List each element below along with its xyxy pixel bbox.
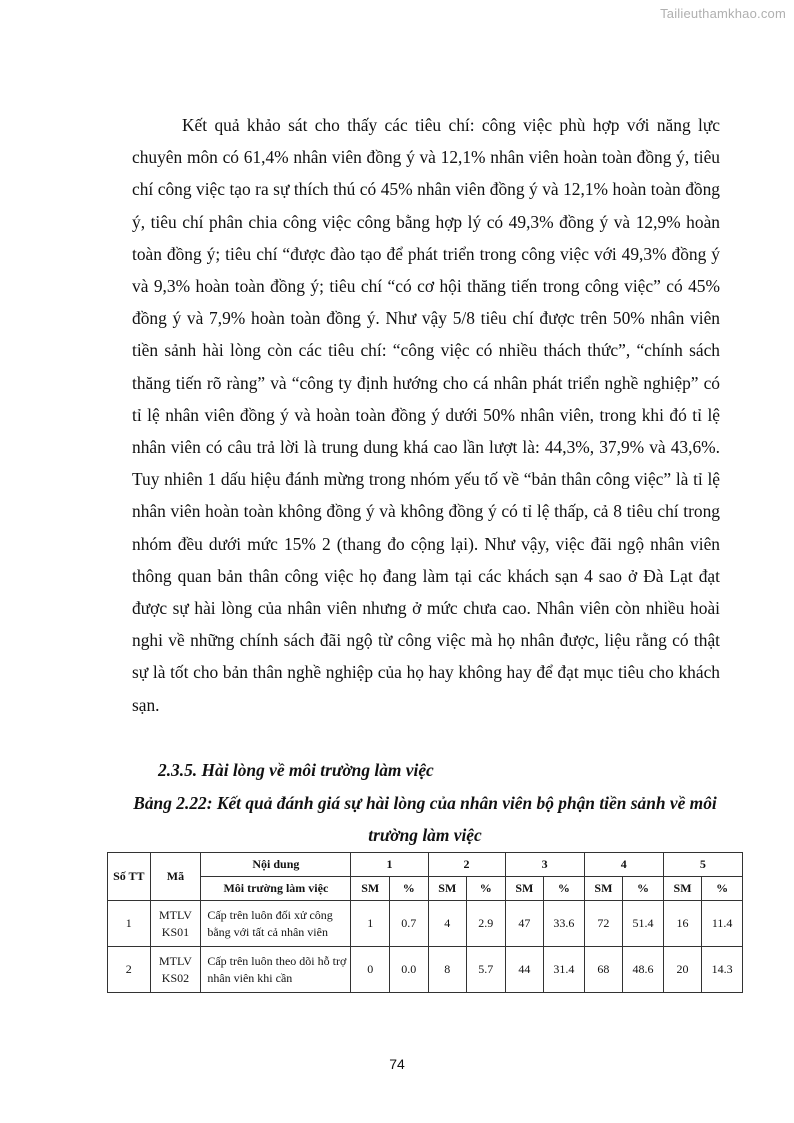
header-pct: % (702, 877, 743, 901)
header-sm: SM (351, 877, 390, 901)
body-paragraph: Kết quả khảo sát cho thấy các tiêu chí: công việc phù hợp với năng lực chuyên môn có 61,4% nhân viên đồng ý và 12,1% nhân viên hoàn toàn đồng ý, tiêu chí công việc tạo ra sự thích thú có 45% nhân viên đồng ý và 12,1% hoàn toàn đồng ý, tiêu chí phân chia công việc công bằng hợp lý có 49,3% đồng ý và 12,9% hoàn toàn đồng ý; tiêu chí “được đào tạo để phát triển trong công việc với 49,3% đồng ý và 9,3% hoàn toàn đồng ý; tiêu chí “có cơ hội thăng tiến trong công việc” có 45% đồng ý và 7,9% hoàn toàn đồng ý. Như vậy 5/8 tiêu chí được trên 50% nhân viên tiền sảnh hài lòng còn các tiêu chí: “công việc có nhiều thách thức”, “chính sách thăng tiến rõ ràng” và “công ty định hướng cho cá nhân phát triển nghề nghiệp” có tỉ lệ nhân viên đồng ý và hoàn toàn đồng ý dưới 50% nhân viên, trong khi đó tỉ lệ nhân viên có câu trả lời là trung dung khá cao lần lượt là: 44,3%, 37,9% và 43,6%. Tuy nhiên 1 dấu hiệu đánh mừng trong nhóm yếu tố về “bản thân công việc” là tỉ lệ nhân viên hoàn toàn không đồng ý và không đồng ý có tỉ lệ thấp, cả 8 tiêu chí trong nhóm đều dưới mức 15% 2 (thang đo cộng lại). Như vậy, việc đãi ngộ nhân viên thông quan bản thân công việc họ đang làm tại các khách sạn 4 sao ở Đà Lạt đạt được sự hài lòng của nhân viên nhưng ở mức chưa cao. Nhân viên còn nhiều hoài nghi về những chính sách đãi ngộ từ công việc mà họ nhân được, liệu rằng có thật sự là tốt cho bản thân nghề nghiệp của họ hay không hay để đạt mục tiêu cho khách sạn. (132, 115, 720, 715)
table-caption: Bảng 2.22: Kết quả đánh giá sự hài lòng của nhân viên bộ phận tiền sảnh về môi trường làm việc (133, 793, 717, 845)
row-value: 51.4 (623, 901, 664, 947)
row-value: 8 (428, 947, 467, 993)
header-sm: SM (505, 877, 544, 901)
header-sm: SM (428, 877, 467, 901)
results-table (107, 852, 743, 993)
header-sm: SM (663, 877, 702, 901)
row-value: 0.0 (389, 947, 428, 993)
row-stt: 1 (108, 901, 151, 947)
table-header-row (108, 853, 743, 877)
body-paragraph-block (132, 109, 720, 721)
header-level-1: 1 (351, 853, 428, 877)
row-value: 16 (663, 901, 702, 947)
header-content: Nội dung (201, 853, 351, 877)
row-value: 72 (584, 901, 623, 947)
header-level-3: 3 (505, 853, 584, 877)
header-pct: % (467, 877, 506, 901)
header-pct: % (544, 877, 585, 901)
header-group: Môi trường làm việc (201, 877, 351, 901)
header-level-5: 5 (663, 853, 742, 877)
section-heading: 2.3.5. Hài lòng về môi trường làm việc (158, 760, 434, 780)
watermark: Tailieuthamkhao.com (660, 6, 786, 21)
header-code: Mã (150, 853, 201, 901)
header-stt: Số TT (108, 853, 151, 901)
row-code: MTLV KS02 (150, 947, 201, 993)
row-value: 48.6 (623, 947, 664, 993)
row-value: 2.9 (467, 901, 506, 947)
row-value: 44 (505, 947, 544, 993)
row-value: 20 (663, 947, 702, 993)
row-content: Cấp trên luôn theo dõi hỗ trợ nhân viên khi cần (201, 947, 351, 993)
header-sm: SM (584, 877, 623, 901)
row-value: 11.4 (702, 901, 743, 947)
header-level-2: 2 (428, 853, 505, 877)
row-content: Cấp trên luôn đối xử công bằng với tất cả nhân viên (201, 901, 351, 947)
row-value: 47 (505, 901, 544, 947)
row-value: 33.6 (544, 901, 585, 947)
row-value: 0 (351, 947, 390, 993)
table-subheader-row (108, 877, 743, 901)
header-pct: % (389, 877, 428, 901)
row-value: 5.7 (467, 947, 506, 993)
row-value: 4 (428, 901, 467, 947)
table-row (108, 901, 743, 947)
table-row (108, 947, 743, 993)
header-level-4: 4 (584, 853, 663, 877)
row-code: MTLV KS01 (150, 901, 201, 947)
row-value: 31.4 (544, 947, 585, 993)
row-stt: 2 (108, 947, 151, 993)
header-pct: % (623, 877, 664, 901)
row-value: 68 (584, 947, 623, 993)
row-value: 1 (351, 901, 390, 947)
page-number: 74 (389, 1056, 405, 1072)
row-value: 0.7 (389, 901, 428, 947)
row-value: 14.3 (702, 947, 743, 993)
